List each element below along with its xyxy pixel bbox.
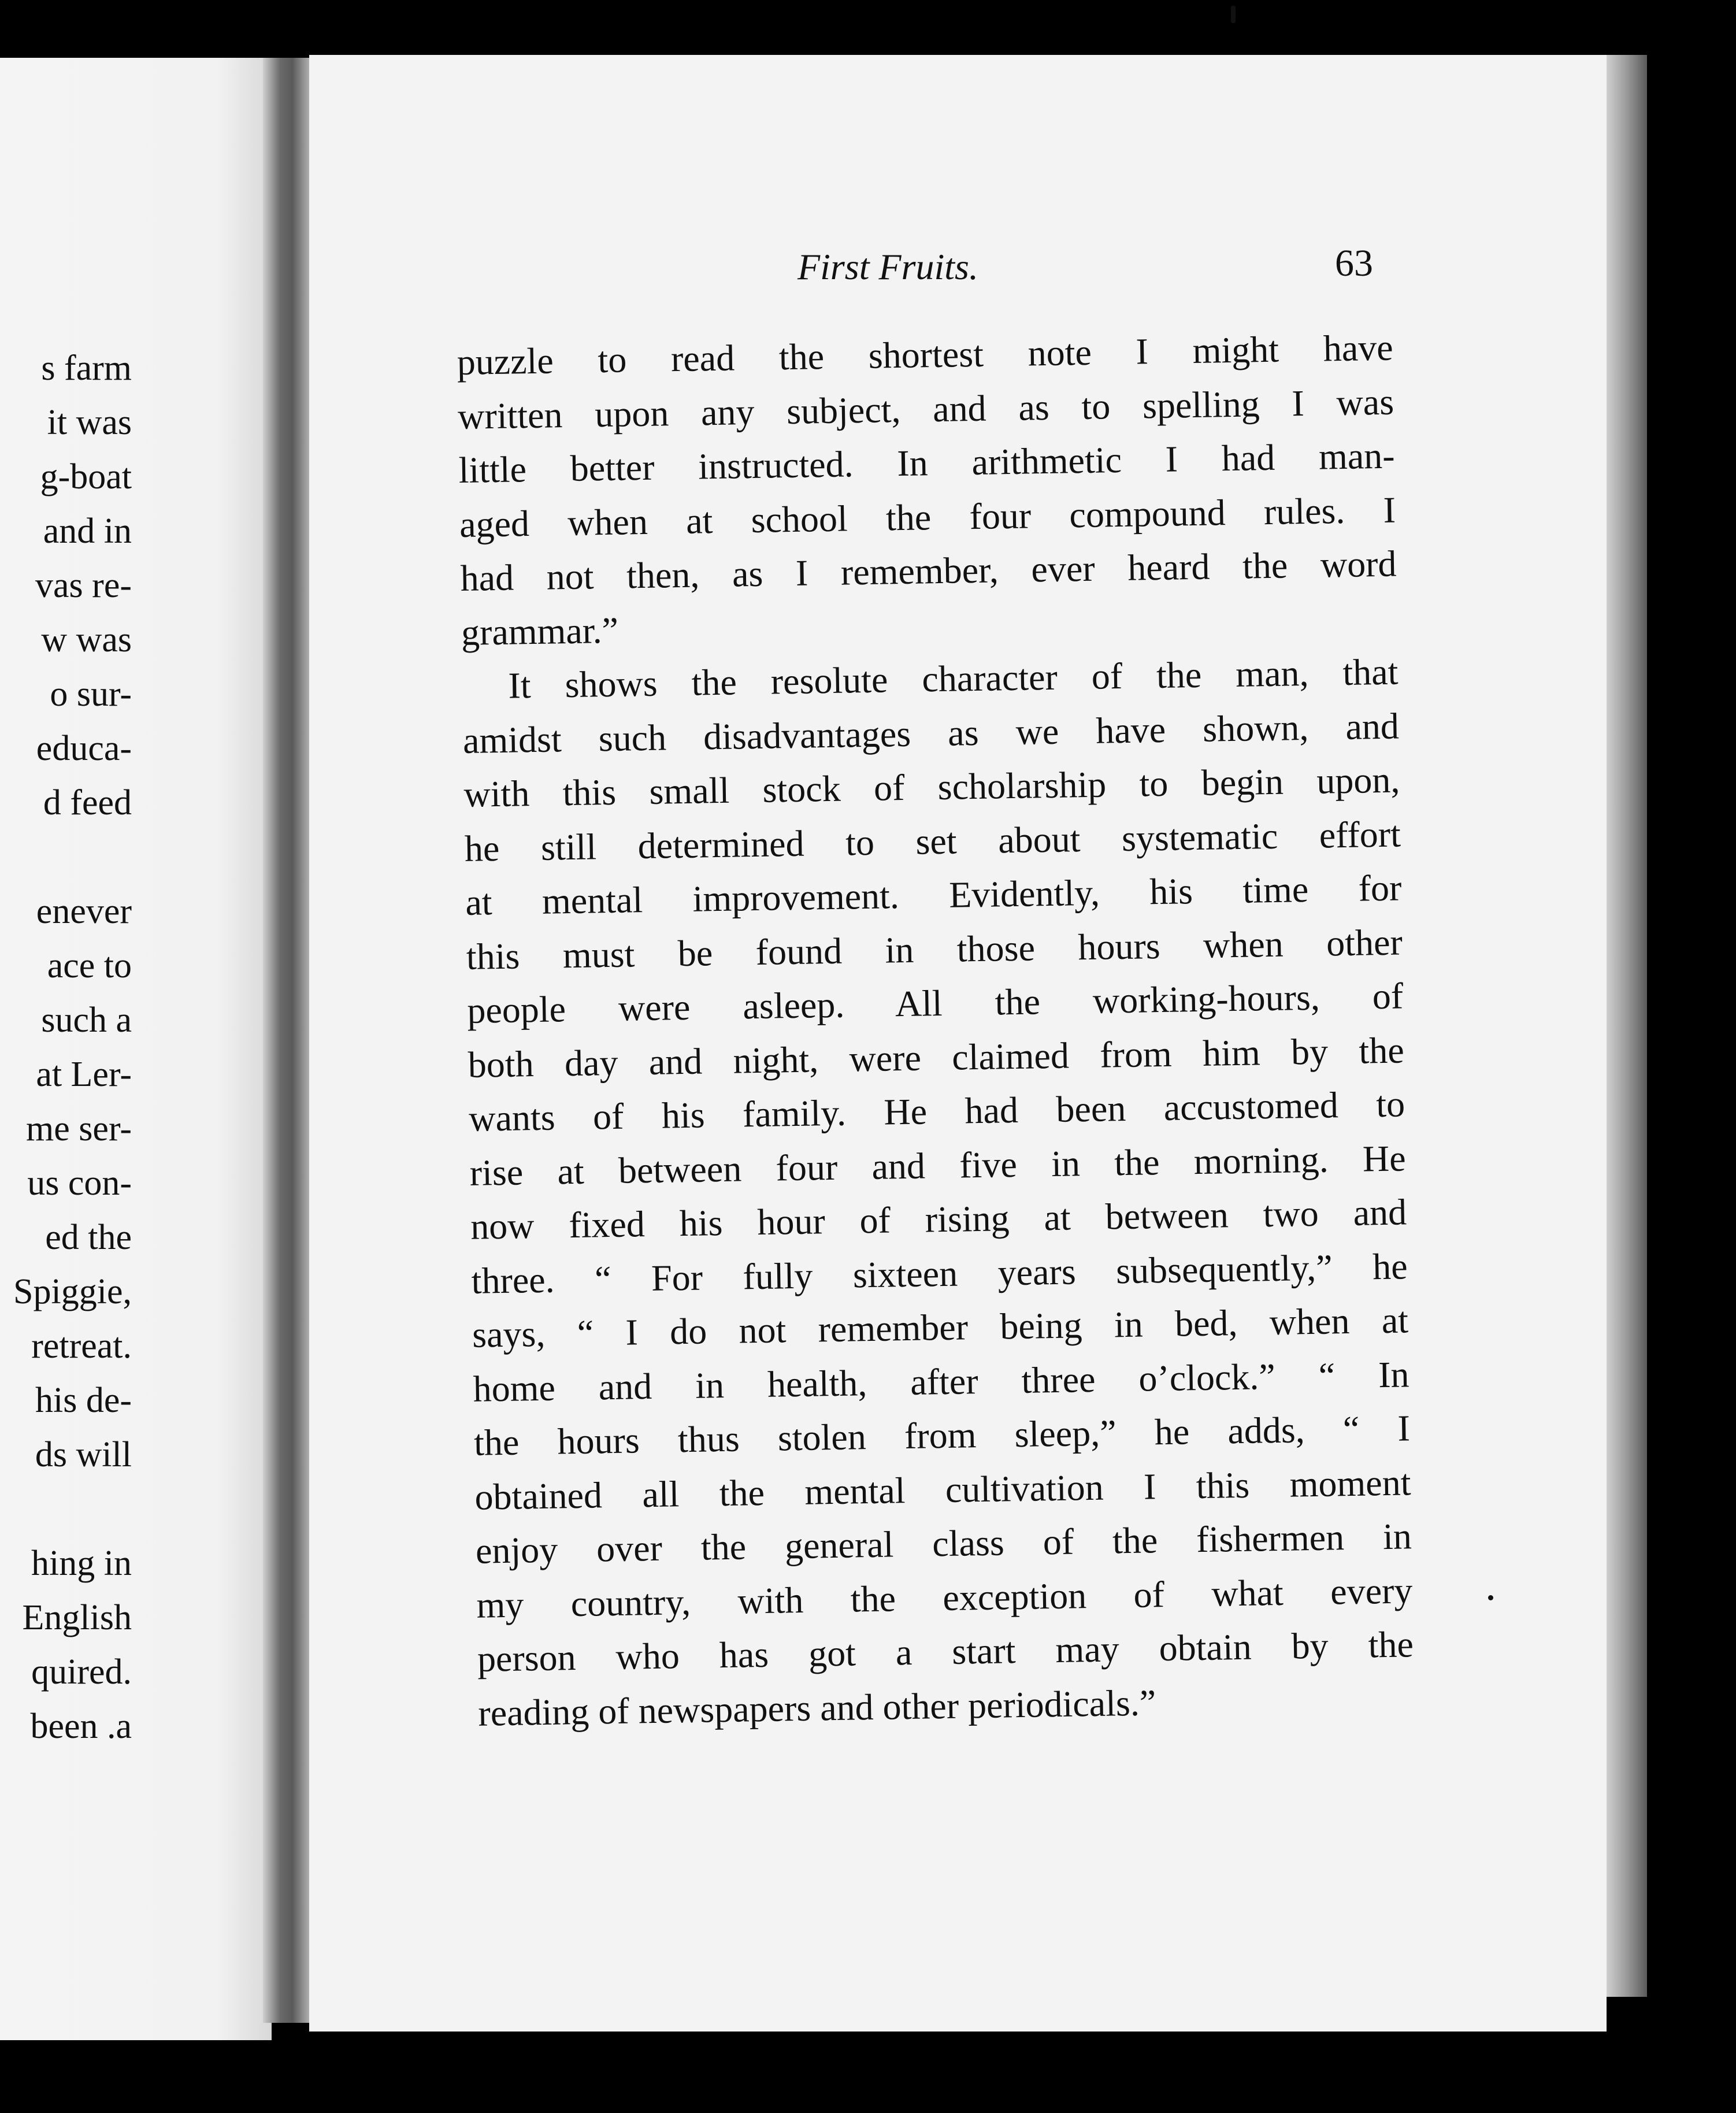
facing-page-line: g-boat bbox=[40, 457, 132, 496]
text-line: now fixed his hour of rising at between two and bbox=[470, 1191, 1407, 1247]
text-line: my country, with the exception of what every bbox=[476, 1569, 1413, 1626]
facing-page-line: his de- bbox=[35, 1381, 132, 1420]
facing-page-line: me ser- bbox=[26, 1109, 132, 1148]
page-number: 63 bbox=[1335, 242, 1373, 284]
facing-page-line bbox=[0, 1482, 132, 1536]
text-line: enjoy over the general class of the fishermen in bbox=[475, 1515, 1412, 1571]
facing-page-line: retreat. bbox=[31, 1326, 132, 1366]
facing-page-line: w was bbox=[41, 620, 132, 659]
facing-page-line: educa- bbox=[36, 729, 132, 768]
running-head: First Fruits. bbox=[797, 246, 978, 287]
facing-page-line: at Ler- bbox=[36, 1055, 132, 1094]
text-line: grammar.” bbox=[461, 609, 619, 653]
facing-page-line: o sur- bbox=[50, 674, 132, 714]
facing-page-line: ds will bbox=[35, 1435, 132, 1474]
body-text bbox=[457, 321, 1415, 1740]
text-line: both day and night, were claimed from him by the bbox=[468, 1029, 1405, 1085]
text-line: obtained all the mental cultivation I this moment bbox=[474, 1461, 1411, 1518]
text-line: had not then, as I remember, ever heard the word bbox=[460, 543, 1397, 599]
text-line: three. “ For fully sixteen years subsequently,” he bbox=[471, 1245, 1408, 1302]
text-line: person who has got a start may obtain by the bbox=[477, 1623, 1414, 1680]
text-line: the hours thus stolen from sleep,” he adds, “ I bbox=[473, 1407, 1411, 1463]
text-line: says, “ I do not remember being in bed, when at bbox=[472, 1299, 1409, 1355]
text-line: at mental improvement. Evidently, his time for bbox=[465, 867, 1402, 923]
text-line: with this small stock of scholarship to begin upon, bbox=[463, 759, 1400, 815]
facing-page-text bbox=[0, 341, 132, 1754]
ink-speck bbox=[1231, 6, 1236, 23]
facing-page-line: Spiggie, bbox=[13, 1272, 132, 1311]
facing-page-line: been .a bbox=[30, 1707, 132, 1746]
facing-page-line: us con- bbox=[27, 1163, 132, 1203]
facing-page-line: hing in bbox=[31, 1544, 132, 1583]
facing-page-line: d feed bbox=[43, 783, 132, 822]
text-line: home and in health, after three o’clock.” “ In bbox=[473, 1353, 1409, 1410]
facing-page-line bbox=[0, 830, 132, 884]
facing-page-line: and in bbox=[43, 511, 132, 551]
facing-page-line: English bbox=[22, 1598, 132, 1637]
text-line: rise at between four and five in the morning. He bbox=[469, 1137, 1407, 1193]
facing-page-line: s farm bbox=[41, 349, 132, 388]
ink-speck bbox=[1488, 1595, 1493, 1600]
text-line: written upon any subject, and as to spelling I was bbox=[457, 381, 1394, 437]
facing-page-line: ed the bbox=[45, 1218, 132, 1257]
facing-page-line: ace to bbox=[47, 946, 132, 985]
text-line: puzzle to read the shortest note I might have bbox=[457, 327, 1394, 383]
text-line: this must be found in those hours when other bbox=[466, 921, 1403, 977]
book-gutter bbox=[263, 58, 312, 2023]
text-line: reading of newspapers and other periodicals.” bbox=[477, 1681, 1156, 1734]
text-line: little better instructed. In arithmetic I had man- bbox=[458, 435, 1396, 491]
facing-page-line: it was bbox=[47, 403, 132, 442]
text-line: amidst such disadvantages as we have shown, and bbox=[462, 705, 1400, 761]
facing-page-line: vas re- bbox=[35, 566, 132, 605]
text-line: people were asleep. All the working-hours, of bbox=[466, 975, 1404, 1031]
text-line: It shows the resolute character of the man, that bbox=[507, 651, 1399, 706]
text-line: he still determined to set about systematic effort bbox=[464, 813, 1401, 869]
page-edge bbox=[1607, 55, 1647, 1997]
facing-page-line: enever bbox=[36, 892, 132, 931]
facing-page-line: such a bbox=[41, 1000, 132, 1040]
facing-page-line: quired. bbox=[31, 1652, 132, 1692]
text-line: wants of his family. He had been accustomed to bbox=[468, 1083, 1405, 1139]
text-line: aged when at school the four compound rules. I bbox=[459, 489, 1396, 545]
